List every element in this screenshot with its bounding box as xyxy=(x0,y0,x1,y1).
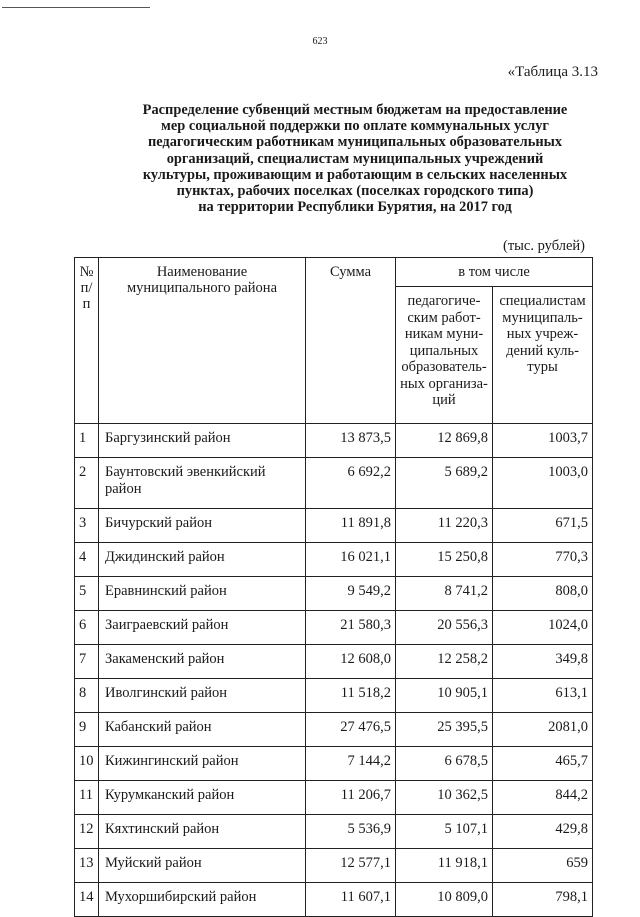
row-number: 10 xyxy=(75,747,99,781)
specialists-value: 465,7 xyxy=(493,747,593,781)
header-specialists-line: дений куль- xyxy=(506,342,579,359)
teachers-value: 11 220,3 xyxy=(396,509,493,543)
teachers-value: 11 918,1 xyxy=(396,849,493,883)
row-number: 4 xyxy=(75,543,99,577)
district-name: Бичурский район xyxy=(99,509,306,543)
header-specialists xyxy=(493,287,593,424)
header-sum: Сумма xyxy=(306,258,396,424)
sum-value: 13 873,5 xyxy=(306,424,396,458)
title-line: педагогическим работникам муниципальных образовательных xyxy=(147,134,563,151)
sum-value: 16 021,1 xyxy=(306,543,396,577)
header-number xyxy=(75,258,99,424)
sum-value: 6 692,2 xyxy=(306,458,396,509)
row-number: 2 xyxy=(75,458,99,509)
table-row xyxy=(75,747,593,781)
district-name: Джидинский район xyxy=(99,543,306,577)
teachers-value: 8 741,2 xyxy=(396,577,493,611)
top-rule xyxy=(2,7,150,8)
sum-value: 12 577,1 xyxy=(306,849,396,883)
table-row xyxy=(75,679,593,713)
row-number: 13 xyxy=(75,849,99,883)
title-line: Распределение субвенций местным бюджетам на предоставление xyxy=(142,102,568,118)
header-specialists-line: туры xyxy=(527,359,558,375)
sum-value: 9 549,2 xyxy=(306,577,396,611)
table-row xyxy=(75,645,593,679)
sum-value: 12 608,0 xyxy=(306,645,396,679)
table-row xyxy=(75,458,593,509)
sum-value: 11 206,7 xyxy=(306,781,396,815)
district-name: Иволгинский район xyxy=(99,679,306,713)
specialists-value: 1024,0 xyxy=(493,611,593,645)
district-name: Кабанский район xyxy=(99,713,306,747)
district-name: Кижингинский район xyxy=(99,747,306,781)
teachers-value: 12 869,8 xyxy=(396,424,493,458)
header-teachers-line: ных организа- xyxy=(400,375,488,392)
header-number-line: № xyxy=(79,264,94,280)
table-row xyxy=(75,713,593,747)
row-number: 12 xyxy=(75,815,99,849)
specialists-value: 613,1 xyxy=(493,679,593,713)
district-name: Закаменский район xyxy=(99,645,306,679)
header-teachers-line: никам муни- xyxy=(404,326,484,342)
sum-value: 11 518,2 xyxy=(306,679,396,713)
sum-value: 27 476,5 xyxy=(306,713,396,747)
units-label: (тыс. рублей) xyxy=(503,238,585,254)
table-row xyxy=(75,781,593,815)
district-name: Заиграевский район xyxy=(99,611,306,645)
header-teachers xyxy=(396,287,493,424)
teachers-value: 6 678,5 xyxy=(396,747,493,781)
table-row xyxy=(75,543,593,577)
specialists-value: 770,3 xyxy=(493,543,593,577)
header-number-line: п/п xyxy=(80,280,93,312)
specialists-value: 659 xyxy=(493,849,593,883)
specialists-value: 429,8 xyxy=(493,815,593,849)
row-number: 1 xyxy=(75,424,99,458)
district-name: Муйский район xyxy=(99,849,306,883)
table-row xyxy=(75,509,593,543)
teachers-value: 12 258,2 xyxy=(396,645,493,679)
title-line: на территории Республики Бурятия, на 2017 год xyxy=(198,199,512,216)
sum-value: 21 580,3 xyxy=(306,611,396,645)
header-teachers-line: образователь- xyxy=(401,359,487,375)
specialists-value: 808,0 xyxy=(493,577,593,611)
row-number: 9 xyxy=(75,713,99,747)
table-row xyxy=(75,611,593,645)
sum-value: 5 536,9 xyxy=(306,815,396,849)
specialists-value: 844,2 xyxy=(493,781,593,815)
title-line: пунктах, рабочих поселках (поселках городского типа) xyxy=(176,183,534,200)
row-number: 5 xyxy=(75,577,99,611)
table-row xyxy=(75,424,593,458)
specialists-value: 2081,0 xyxy=(493,713,593,747)
teachers-value: 10 362,5 xyxy=(396,781,493,815)
row-number: 11 xyxy=(75,781,99,815)
district-name: Баунтовский эвенкийский район xyxy=(99,458,306,509)
specialists-value: 671,5 xyxy=(493,509,593,543)
district-name: Баргузинский район xyxy=(99,424,306,458)
teachers-value: 15 250,8 xyxy=(396,543,493,577)
row-number: 6 xyxy=(75,611,99,645)
teachers-value: 5 107,1 xyxy=(396,815,493,849)
teachers-value: 20 556,3 xyxy=(396,611,493,645)
subvention-table xyxy=(74,257,593,917)
header-including: в том числе xyxy=(396,258,593,287)
header-district xyxy=(99,258,306,424)
table-row xyxy=(75,849,593,883)
specialists-value: 1003,0 xyxy=(493,458,593,509)
table-label: «Таблица 3.13 xyxy=(507,64,598,80)
title-line: культуры, проживающим и работающим в сельских населенных xyxy=(142,166,568,183)
teachers-value: 10 905,1 xyxy=(396,679,493,713)
page-number: 623 xyxy=(312,36,328,47)
header-specialists-line: муниципаль- xyxy=(502,309,583,326)
title-line: организаций, специалистам муниципальных учреждений xyxy=(166,150,544,167)
teachers-value: 25 395,5 xyxy=(396,713,493,747)
row-number: 14 xyxy=(75,883,99,917)
header-teachers-line: педагогиче- xyxy=(407,293,481,309)
sum-value: 7 144,2 xyxy=(306,747,396,781)
teachers-value: 10 809,0 xyxy=(396,883,493,917)
header-teachers-line: ским работ- xyxy=(407,309,481,326)
specialists-value: 1003,7 xyxy=(493,424,593,458)
table-row xyxy=(75,815,593,849)
district-name: Еравнинский район xyxy=(99,577,306,611)
row-number: 3 xyxy=(75,509,99,543)
row-number: 8 xyxy=(75,679,99,713)
district-name: Курумканский район xyxy=(99,781,306,815)
district-name: Кяхтинский район xyxy=(99,815,306,849)
sum-value: 11 891,8 xyxy=(306,509,396,543)
header-specialists-line: ных учреж- xyxy=(506,326,579,342)
title-line: мер социальной поддержки по оплате коммунальных услуг xyxy=(161,118,549,135)
specialists-value: 798,1 xyxy=(493,883,593,917)
header-specialists-line: специалистам xyxy=(499,293,586,309)
header-district-line: муниципального района xyxy=(127,280,277,296)
header-teachers-line: ций xyxy=(432,392,456,408)
table-row xyxy=(75,577,593,611)
district-name: Мухоршибирский район xyxy=(99,883,306,917)
row-number: 7 xyxy=(75,645,99,679)
specialists-value: 349,8 xyxy=(493,645,593,679)
teachers-value: 5 689,2 xyxy=(396,458,493,509)
header-teachers-line: ципальных xyxy=(409,342,479,359)
table-row xyxy=(75,883,593,917)
sum-value: 11 607,1 xyxy=(306,883,396,917)
header-district-line: Наименование xyxy=(156,264,248,280)
document-title xyxy=(120,102,590,215)
